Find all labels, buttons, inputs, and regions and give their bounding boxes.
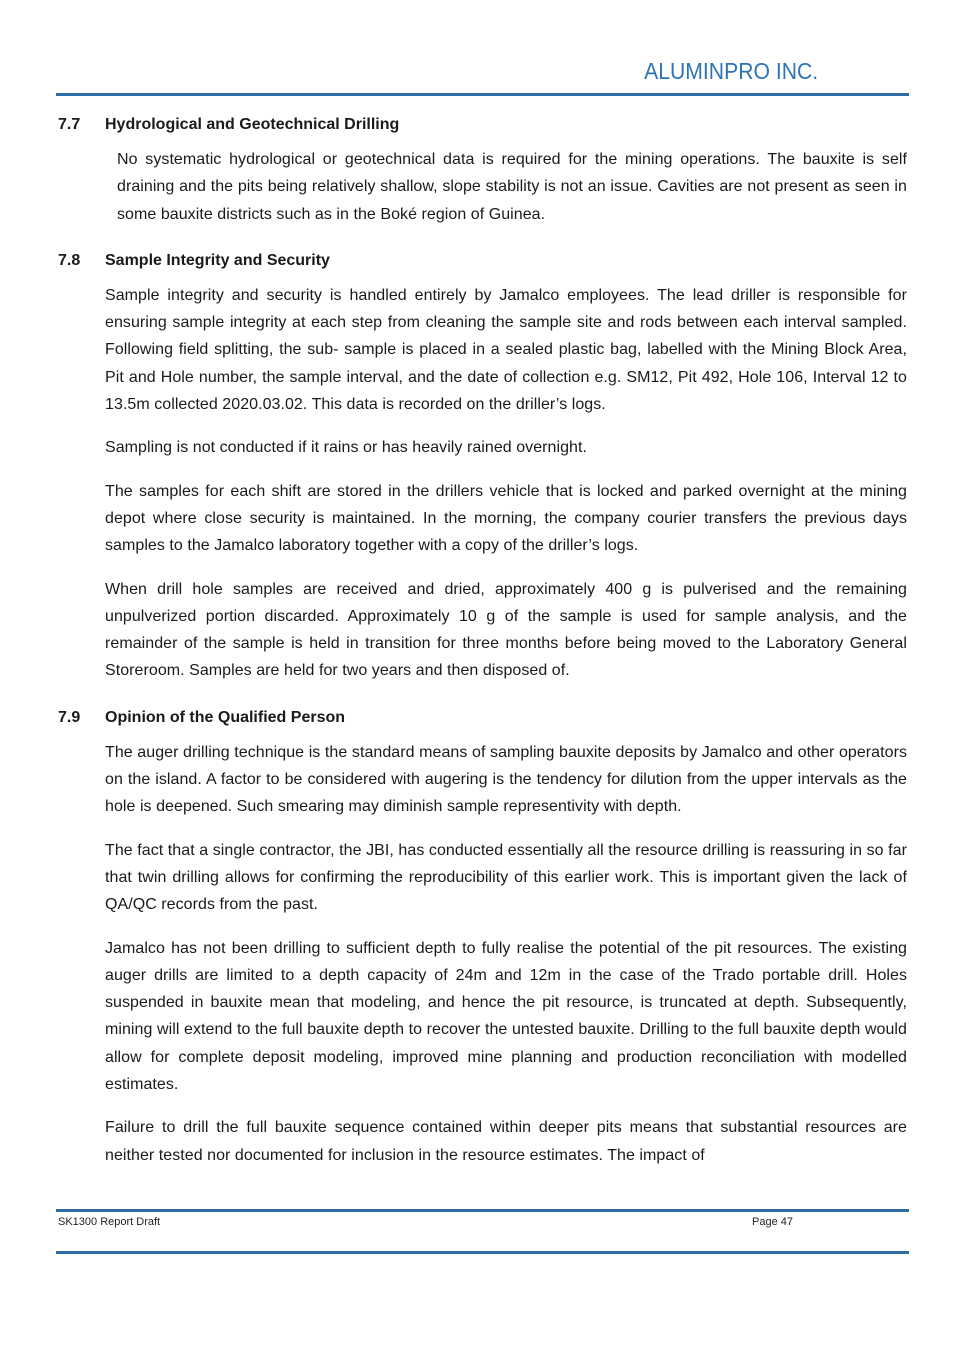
footer-report-title: SK1300 Report Draft [58,1216,161,1228]
paragraph: Sample integrity and security is handled entirely by Jamalco employees. The lead driller is responsible for ensuring sample integrity at each step from cleaning the sample site and rods between each interval sampled. Following field splitting, the sub- sample is placed in a sealed plastic bag, labelled with the Mining Block Area, Pit and Hole number, the sample interval, and the date of collection e.g. SM12, Pit 492, Hole 106, Interval 12 to 13.5m collected 2020.03.02. This data is recorded on the driller’s logs. [105,286,907,414]
section-7-9 [58,707,907,1169]
footer-rule-bottom [56,1251,909,1254]
paragraph: No systematic hydrological or geotechnical data is required for the mining operations. The bauxite is self draining and the pits being relatively shallow, slope stability is not an issue. Cavities are not present as seen in some bauxite districts such as in the Boké region of Guinea. [117,151,907,223]
section-number: 7.9 [58,708,81,726]
header-rule [56,93,909,96]
paragraph: When drill hole samples are received and dried, approximately 400 g is pulverised and the remaining unpulverized portion discarded. Approximately 10 g of the sample is used for sample analysis, and the remainder of the sample is held in transition for three months before being moved to the Laboratory General Storeroom. Samples are held for two years and then disposed of. [105,580,907,680]
section-title: Opinion of the Qualified Person [105,708,346,726]
paragraph: Failure to drill the full bauxite sequence contained within deeper pits means that substantial resources are neither tested nor documented for inclusion in the resource estimates. The impact of [105,1119,907,1164]
page-number: Page 47 [752,1216,793,1228]
section-heading [58,707,907,729]
section-heading [58,114,907,136]
paragraph: Jamalco has not been drilling to sufficient depth to fully realise the potential of the pit resources. The existing auger drills are limited to a depth capacity of 24m and 12m in the case of the Trado portable drill. Holes suspended in bauxite mean that modeling, and hence the pit resource, is truncated at depth. Subsequently, mining will extend to the full bauxite depth to recover the untested bauxite. Drilling to the full bauxite depth would allow for complete deposit modeling, improved mine planning and production reconciliation with modelled estimates. [105,939,907,1094]
paragraph: Sampling is not conducted if it rains or has heavily rained overnight. [105,439,587,457]
section-7-8 [58,250,907,685]
section-7-7 [58,114,907,228]
page-body [58,114,907,1185]
company-name: ALUMINPRO INC. [643,58,818,84]
section-title: Hydrological and Geotechnical Drilling [105,116,400,133]
paragraph: The fact that a single contractor, the JBI, has conducted essentially all the resource drilling is reassuring in so far that twin drilling allows for confirming the reproducibility of this earlier work. This is important given the lack of QA/QC records from the past. [105,841,907,914]
footer-rule-top [56,1209,909,1212]
paragraph: The samples for each shift are stored in the drillers vehicle that is locked and parked overnight at the mining depot where close security is maintained. In the morning, the company courier transfers the previous days samples to the Jamalco laboratory together with a copy of the driller’s logs. [105,482,907,555]
section-heading [58,250,907,272]
paragraph: The auger drilling technique is the standard means of sampling bauxite deposits by Jamalco and other operators on the island. A factor to be considered with augering is the tendency for dilution from the upper intervals as the hole is deepened. Such smearing may diminish sample representivity with depth. [105,743,907,816]
section-number: 7.7 [58,116,81,133]
section-number: 7.8 [58,251,81,269]
section-title: Sample Integrity and Security [105,251,330,269]
